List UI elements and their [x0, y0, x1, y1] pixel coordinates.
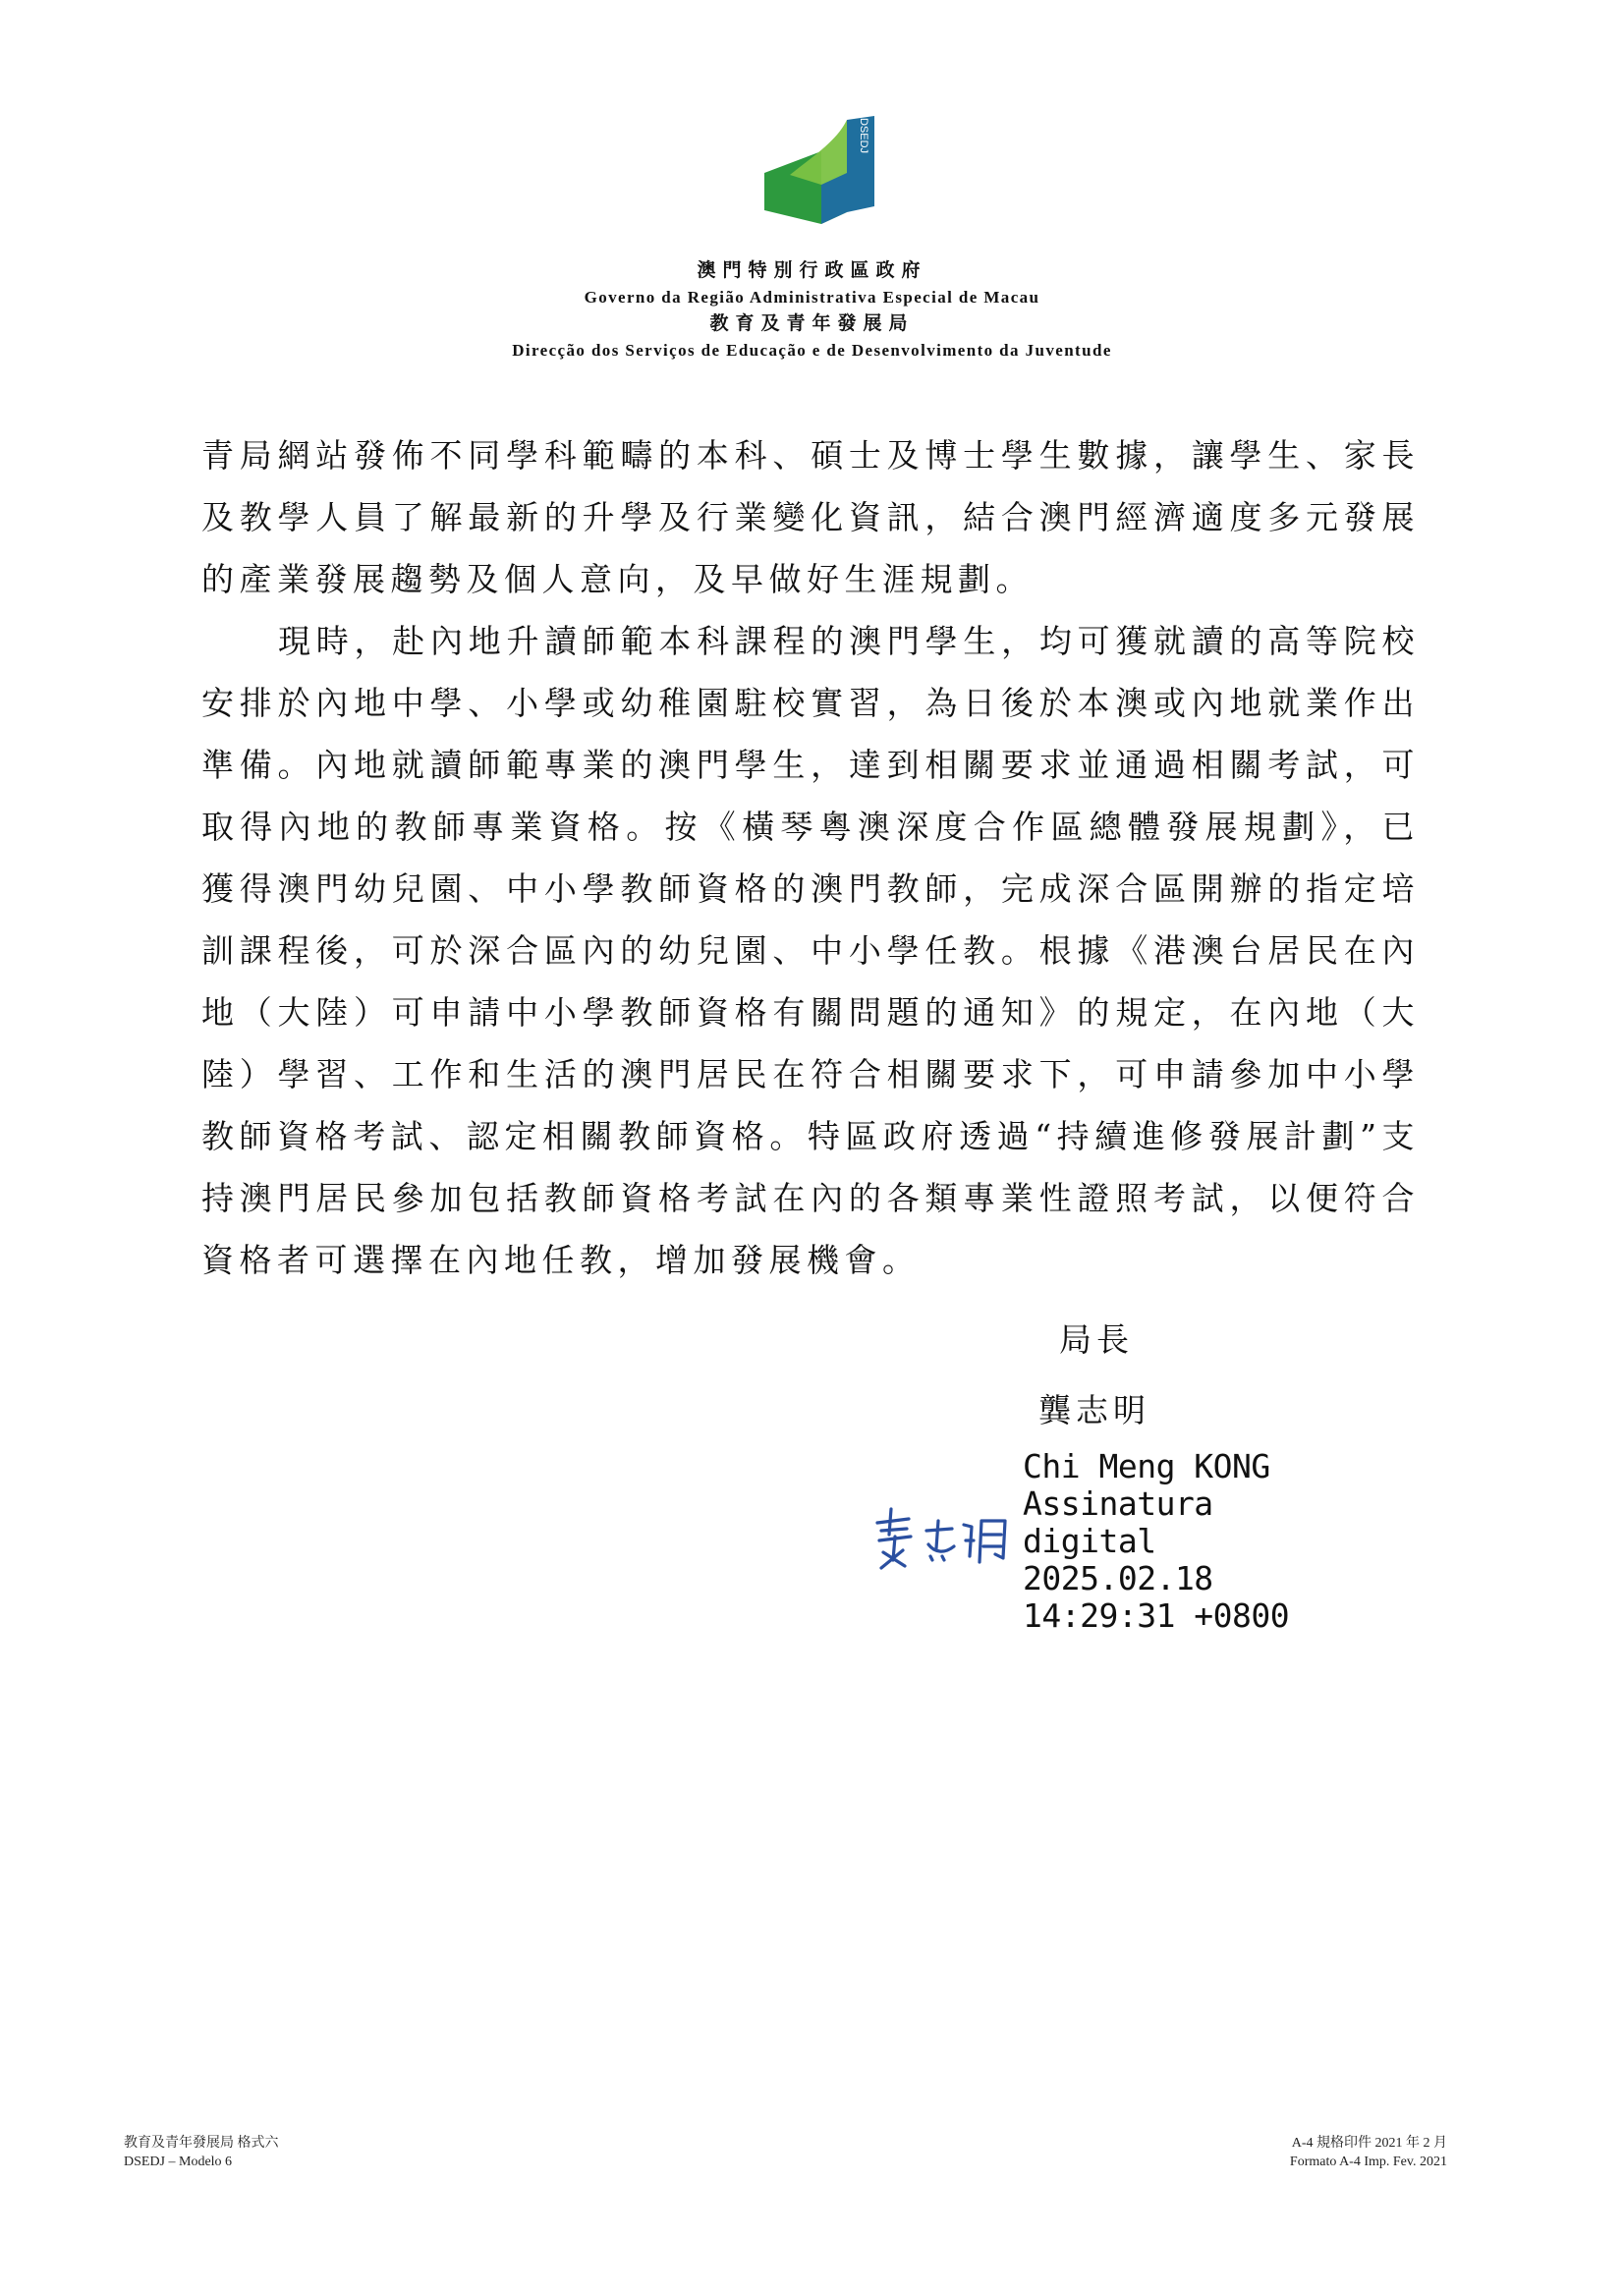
letterhead: [0, 257, 1624, 364]
body-paragraph: 青局網站發佈不同學科範疇的本科、碩士及博士學生數據，讓學生、家長及教學人員了解最新的升學及行業變化資訊，結合澳門經濟適度多元發展的產業發展趨勢及個人意向，及早做好生涯規劃。: [201, 436, 1420, 598]
digital-signature-date: 2025.02.18: [1023, 1559, 1213, 1597]
footer-line: Formato A-4 Imp. Fev. 2021: [1289, 2155, 1447, 2169]
handwritten-signature: [869, 1501, 1017, 1580]
department-name-pt: Direcção dos Serviços de Educação e de Desenvolvimento da Juventude: [512, 341, 1112, 360]
svg-text:DSEDJ: DSEDJ: [858, 117, 869, 154]
footer-form-code: [124, 2134, 279, 2171]
dsedj-logo: [760, 116, 878, 236]
footer-line: A-4 規格印件 2021 年 2 月: [1291, 2136, 1447, 2151]
letter-body: [201, 424, 1420, 1291]
digital-signature-time: 14:29:31 +0800: [1023, 1596, 1290, 1635]
digital-signature-stamp: [1023, 1448, 1289, 1635]
signatory-name: 龔志明: [1038, 1391, 1150, 1429]
body-paragraph: 現時，赴內地升讀師範本科課程的澳門學生，均可獲就讀的高等院校安排於內地中學、小學或幼稚園駐校實習，為日後於本澳或內地就業作出準備。內地就讀師範專業的澳門學生，達到相關要求並通過相關考試，可取得內地的教師專業資格。按《橫琴粵澳深度合作區總體發展規劃》，已獲得澳門幼兒園、中小學教師資格的澳門教師，完成深合區開辦的指定培訓課程後，可於深合區內的幼兒園、中小學任教。根據《港澳台居民在內地（大陸）可申請中小學教師資格有關問題的通知》的規定，在內地（大陸）學習、工作和生活的澳門居民在符合相關要求下，可申請參加中小學教師資格考試、認定相關教師資格。特區政府透過“持續進修發展計劃”支持澳門居民參加包括教師資格考試在內的各類專業性證照考試，以便符合資格者可選擇在內地任教，增加發展機會。: [201, 622, 1420, 1279]
digital-signature-label: digital: [1023, 1522, 1156, 1560]
footer-line: DSEDJ – Modelo 6: [124, 2155, 233, 2169]
signatory-title: 局長: [1059, 1320, 1134, 1359]
department-name-zh: 教育及青年發展局: [709, 313, 915, 334]
government-name-zh: 澳門特別行政區政府: [697, 260, 927, 281]
digital-signature-label: Assinatura: [1023, 1484, 1213, 1523]
footer-line: 教育及青年發展局 格式六: [124, 2136, 279, 2151]
footer-print-format: [1290, 2134, 1447, 2171]
government-name-pt: Governo da Região Administrativa Especial de Macau: [584, 288, 1040, 307]
digital-signature-name: Chi Meng KONG: [1023, 1447, 1270, 1485]
